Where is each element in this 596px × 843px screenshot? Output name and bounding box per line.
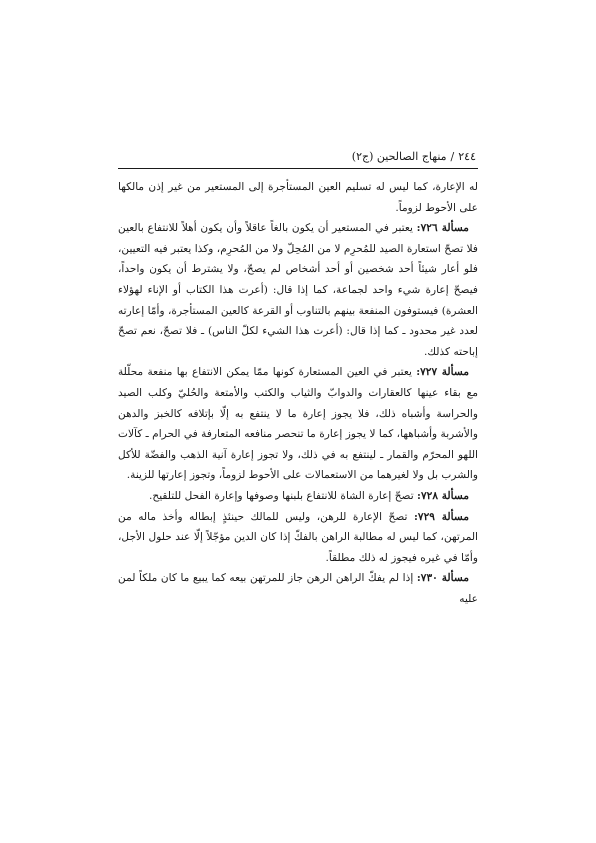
issue-text: تصحّ إعارة الشاة للانتفاع بلبنها وصوفها وإعارة الفحل للتلقيح. — [149, 489, 418, 502]
continuation-paragraph — [118, 177, 478, 218]
issue-text: إذا لم يفكّ الراهن الرهن جاز للمرتهن بيعه كما يبيع ما كان ملكاً لمن عليه — [118, 572, 478, 605]
issue-text: يعتبر في المستعير أن يكون بالغاً عاقلاً وأن يكون أهلاً للانتفاع بالعين فلا تصحّ استعارة الصيد للمُحرِم لا من المُحِلّ ولا من المُحرِم، وكذا يعتبر فيه التعيين، فلو أعار شيئاً أحد شخصين أو أحد أشخاص لم يصحّ، ولا يشترط أن يكون واحداً، فيصحّ إعارة شيء واحد لجماعة، كما إذا قال: (أعرت هذا الكتاب أو الإناء لهؤلاء العشرة) فيستوفون المنفعة بينهم بالتناوب أو القرعة كالعين المستأجرة، وأمّا إعارته لعدد غير محدود ـ كما إذا قال: (أعرت هذا الشيء لكلّ الناس) ـ فلا تصحّ، نعم تصحّ إباحته كذلك. — [118, 222, 478, 358]
issue-text: يعتبر في العين المستعارة كونها ممّا يمكن الانتفاع بها منفعة محلّلة مع بقاء عينها كالعقارات والدوابّ والثياب والكتب والأمتعة والحُليّ وكلب الصيد والحراسة وأشباه ذلك، فلا يجوز إعارة ما لا ينتفع به إلّا بإتلافه كالخبز والدهن والأشربة وأشباهها، كما لا يجوز إعارة ما تنحصر منافعه المتعارفة في الحرام ـ كآلات اللهو المحرّم والقمار ـ لينتفع به في ذلك، ولا تجوز إعارة آنية الذهب والفضّة للأكل والشرب بل ولا لغيرهما من الاستعمالات على الأحوط لزوماً، وتجوز إعارتها للزينة. — [118, 366, 478, 482]
page-body — [118, 177, 478, 609]
issue-label: مسألة ٧٢٦: — [416, 222, 469, 235]
paragraph-text: له الإعارة، كما ليس له تسليم العين المستأجرة إلى المستعير من غير إذن مالكها على الأحوط لزوماً. — [118, 181, 478, 214]
issue-label: مسألة ٧٢٧: — [416, 366, 470, 379]
issue-label: مسألة ٧٢٩: — [413, 510, 470, 523]
issue-text: تصحّ الإعارة للرهن، وليس للمالك حينئذٍ إبطاله وأخذ ماله من المرتهن، كما ليس له مطالبة الراهن بالفكّ إذا كان الدين مؤجّلاً إلّا عند حلول الأجل، وأمّا في غيره فيجوز له ذلك مطلقاً. — [118, 510, 478, 564]
issue-730 — [118, 568, 478, 609]
header-separator: / — [450, 150, 455, 163]
issue-label: مسألة ٧٣٠: — [416, 572, 469, 585]
page-header — [118, 150, 478, 169]
issue-726 — [118, 218, 478, 362]
issue-728 — [118, 486, 478, 507]
issue-727 — [118, 362, 478, 486]
page-number: ٢٤٤ — [458, 150, 476, 163]
issue-729 — [118, 507, 478, 569]
book-title: منهاج الصالحين (ج٢) — [351, 150, 447, 163]
book-page — [118, 150, 478, 609]
issue-label: مسألة ٧٢٨: — [417, 489, 469, 502]
